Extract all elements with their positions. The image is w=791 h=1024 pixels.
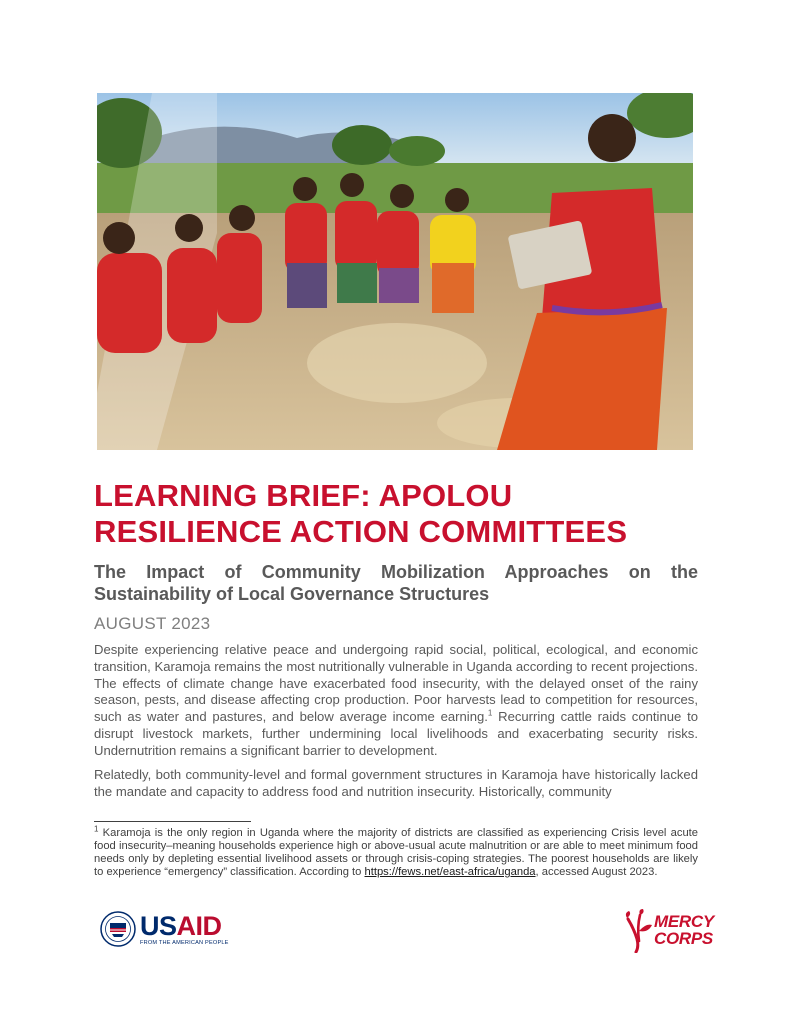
mercy-corps-wordmark xyxy=(654,913,714,947)
usaid-seal-icon xyxy=(100,911,136,947)
subtitle: The Impact of Community Mobilization Approaches on the Sustainability of Local Governance Structures xyxy=(94,562,698,604)
page-title xyxy=(94,478,714,550)
footnote-reference[interactable]: 1 xyxy=(487,708,493,718)
mercy-corps-logo xyxy=(622,909,718,953)
footnote-text: Karamoja is the only region in Uganda where the majority of districts are classified as experiencing Crisis level acute food insecurity–meaning households experience high or above-usual acute malnutrition or are able to meet minimum food needs only by depleting essential livelihood assets or through crisis-coping strategies. The poorest households are likely to experience “emergency” classification. According to xyxy=(94,827,698,878)
community-meeting-photo xyxy=(97,93,693,450)
usaid-wordmark xyxy=(140,910,229,946)
title-line-2: RESILIENCE ACTION COMMITTEES xyxy=(94,514,628,549)
publication-date: AUGUST 2023 xyxy=(94,614,211,633)
body-paragraph-2: Relatedly, both community-level and formal government structures in Karamoja have historically lacked the mandate and capacity to address food and nutrition insecurity. Historically, community xyxy=(94,767,698,799)
usaid-tagline: FROM THE AMERICAN PEOPLE xyxy=(140,939,229,946)
footnote xyxy=(94,824,698,879)
mercy-corps-mark-icon xyxy=(622,909,656,953)
usaid-us: US xyxy=(140,910,177,941)
footnote-marker: 1 xyxy=(94,824,99,834)
mercy-corps-line-2: CORPS xyxy=(654,929,713,948)
mercy-corps-line-1: MERCY xyxy=(654,912,714,931)
cover-photo xyxy=(97,93,693,450)
footnote-text-continued: , accessed August 2023. xyxy=(535,866,658,878)
usaid-logo xyxy=(100,910,229,948)
body-paragraph-1 xyxy=(94,642,698,760)
paragraph-1-text: Despite experiencing relative peace and undergoing rapid social, political, ecological, and economic transition, Karamoja remains the most nutritionally vulnerable in Uganda according to recent projections. The effects of climate change have exacerbated food insecurity, with the delayed onset of the rainy season, pests, and disease affecting crop production. Poor harvests lead to competition for resources, such as water and pastures, and below average income earning. xyxy=(94,642,698,725)
footnote-link[interactable]: https://fews.net/east-africa/uganda xyxy=(364,866,536,878)
paragraph-1-text-continued: Recurring cattle raids continue to disrupt livestock markets, further undermining local livelihoods and exacerbating security risks. Undernutrition remains a significant barrier to development. xyxy=(94,709,698,758)
title-line-1: LEARNING BRIEF: APOLOU xyxy=(94,478,513,513)
usaid-aid: AID xyxy=(176,910,222,941)
footnote-divider xyxy=(94,821,251,822)
